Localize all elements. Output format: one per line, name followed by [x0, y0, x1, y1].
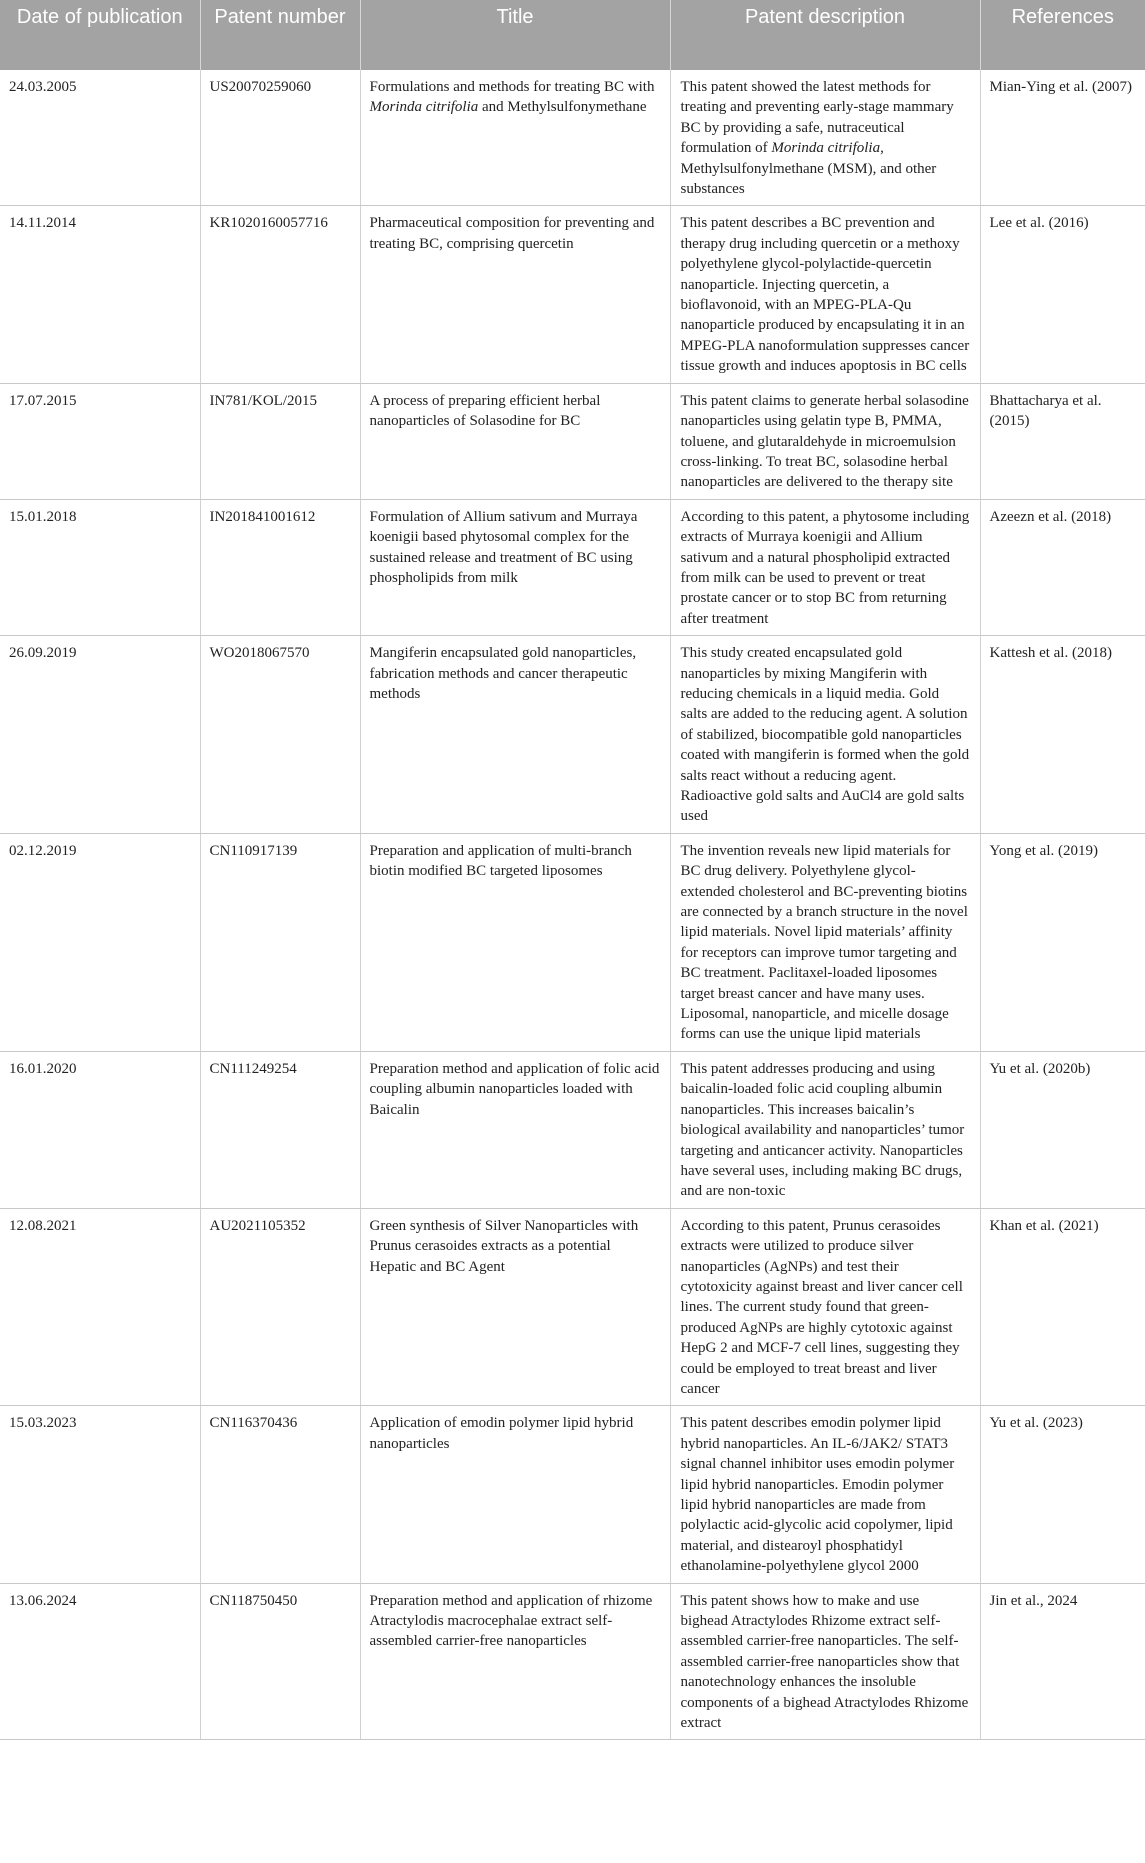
header-row	[0, 0, 1145, 70]
cell-patent-number: AU2021105352	[200, 1208, 360, 1406]
cell-reference: Jin et al., 2024	[980, 1583, 1145, 1740]
cell-reference: Azeezn et al. (2018)	[980, 499, 1145, 635]
cell-patent-number: CN118750450	[200, 1583, 360, 1740]
cell-description: According to this patent, Prunus cerasoides extracts were utilized to produce silver nanoparticles (AgNPs) and test their cytotoxicity against breast and liver cancer cell lines. The current study found that green-produced AgNPs are highly cytotoxic against HepG 2 and MCF-7 cell lines, suggesting they could be employed to treat breast and liver cancer	[670, 1208, 980, 1406]
cell-title: Formulations and methods for treating BC with Morinda citrifolia and Methylsulfonymethane	[360, 70, 670, 206]
table-row	[0, 1208, 1145, 1406]
cell-reference: Khan et al. (2021)	[980, 1208, 1145, 1406]
cell-date: 24.03.2005	[0, 70, 200, 206]
table-body	[0, 70, 1145, 1740]
table-row	[0, 636, 1145, 834]
cell-description: According to this patent, a phytosome including extracts of Murraya koenigii and Allium sativum and a natural phospholipid extracted from milk can be used to prevent or treat prostate cancer or to stop BC from returning after treatment	[670, 499, 980, 635]
cell-title: Preparation and application of multi-branch biotin modified BC targeted liposomes	[360, 833, 670, 1051]
cell-patent-number: CN116370436	[200, 1406, 360, 1583]
cell-date: 12.08.2021	[0, 1208, 200, 1406]
cell-description: This patent addresses producing and using baicalin-loaded folic acid coupling albumin nanoparticles. This increases baicalin’s biological availability and nanoparticles’ tumor targeting and anticancer activity. Nanoparticles have several uses, including making BC drugs, and are non-toxic	[670, 1051, 980, 1208]
header-references: References	[980, 0, 1145, 70]
cell-patent-number: CN110917139	[200, 833, 360, 1051]
cell-patent-number: US20070259060	[200, 70, 360, 206]
cell-date: 15.03.2023	[0, 1406, 200, 1583]
table-row	[0, 1583, 1145, 1740]
cell-reference: Mian-Ying et al. (2007)	[980, 70, 1145, 206]
table-row	[0, 1406, 1145, 1583]
table-row	[0, 833, 1145, 1051]
header-title: Title	[360, 0, 670, 70]
cell-patent-number: IN781/KOL/2015	[200, 383, 360, 499]
cell-description: This patent shows how to make and use bighead Atractylodes Rhizome extract self-assembled carrier-free nanoparticles. The self-assembled carrier-free nanoparticles show that nanotechnology enhances the insoluble components of a bighead Atractylodes Rhizome extract	[670, 1583, 980, 1740]
cell-date: 13.06.2024	[0, 1583, 200, 1740]
cell-description: This study created encapsulated gold nanoparticles by mixing Mangiferin with reducing chemicals in a liquid media. Gold salts are added to the reducing agent. A solution of stabilized, biocompatible gold nanoparticles coated with mangiferin is formed when the gold salts react without a reducing agent. Radioactive gold salts and AuCl4 are gold salts used	[670, 636, 980, 834]
cell-description: The invention reveals new lipid materials for BC drug delivery. Polyethylene glycol-extended cholesterol and BC-preventing biotins are connected by a branch structure in the novel lipid materials. Novel lipid materials’ affinity for receptors can improve tumor targeting and BC treatment. Paclitaxel-loaded liposomes target breast cancer and have many uses. Liposomal, nanoparticle, and micelle dosage forms can use the unique lipid materials	[670, 833, 980, 1051]
header-description: Patent description	[670, 0, 980, 70]
table-row	[0, 206, 1145, 383]
cell-title: Mangiferin encapsulated gold nanoparticles, fabrication methods and cancer therapeutic methods	[360, 636, 670, 834]
cell-date: 15.01.2018	[0, 499, 200, 635]
cell-reference: Bhattacharya et al. (2015)	[980, 383, 1145, 499]
cell-description: This patent claims to generate herbal solasodine nanoparticles using gelatin type B, PMMA, toluene, and glutaraldehyde in microemulsion cross-linking. To treat BC, solasodine herbal nanoparticles are delivered to the therapy site	[670, 383, 980, 499]
cell-reference: Yu et al. (2020b)	[980, 1051, 1145, 1208]
cell-patent-number: IN201841001612	[200, 499, 360, 635]
table-row	[0, 383, 1145, 499]
cell-title: A process of preparing efficient herbal nanoparticles of Solasodine for BC	[360, 383, 670, 499]
cell-reference: Yong et al. (2019)	[980, 833, 1145, 1051]
cell-date: 26.09.2019	[0, 636, 200, 834]
cell-patent-number: WO2018067570	[200, 636, 360, 834]
cell-date: 17.07.2015	[0, 383, 200, 499]
cell-description: This patent showed the latest methods for treating and preventing early-stage mammary BC by providing a safe, nutraceutical formulation of Morinda citrifolia, Methylsulfonylmethane (MSM), and other substances	[670, 70, 980, 206]
table-row	[0, 70, 1145, 206]
cell-date: 14.11.2014	[0, 206, 200, 383]
cell-reference: Lee et al. (2016)	[980, 206, 1145, 383]
cell-title: Preparation method and application of folic acid coupling albumin nanoparticles loaded with Baicalin	[360, 1051, 670, 1208]
header-patent-number: Patent number	[200, 0, 360, 70]
cell-reference: Kattesh et al. (2018)	[980, 636, 1145, 834]
cell-description: This patent describes emodin polymer lipid hybrid nanoparticles. An IL-6/JAK2/ STAT3 signal channel inhibitor uses emodin polymer lipid hybrid nanoparticles. Emodin polymer lipid hybrid nanoparticles are made from polylactic acid-glycolic acid copolymer, lipid material, and distearoyl phosphatidyl ethanolamine-polyethylene glycol 2000	[670, 1406, 980, 1583]
table-row	[0, 499, 1145, 635]
cell-title: Formulation of Allium sativum and Murraya koenigii based phytosomal complex for the sustained release and treatment of BC using phospholipids from milk	[360, 499, 670, 635]
cell-title: Pharmaceutical composition for preventing and treating BC, comprising quercetin	[360, 206, 670, 383]
cell-date: 02.12.2019	[0, 833, 200, 1051]
cell-reference: Yu et al. (2023)	[980, 1406, 1145, 1583]
cell-title: Green synthesis of Silver Nanoparticles with Prunus cerasoides extracts as a potential Hepatic and BC Agent	[360, 1208, 670, 1406]
cell-patent-number: KR1020160057716	[200, 206, 360, 383]
cell-description: This patent describes a BC prevention and therapy drug including quercetin or a methoxy polyethylene glycol-polylactide-quercetin nanoparticle. Injecting quercetin, a bioflavonoid, with an MPEG-PLA-Qu nanoparticle produced by encapsulating it in an MPEG-PLA nanoformulation suppresses cancer tissue growth and induces apoptosis in BC cells	[670, 206, 980, 383]
cell-patent-number: CN111249254	[200, 1051, 360, 1208]
header-date: Date of publication	[0, 0, 200, 70]
cell-date: 16.01.2020	[0, 1051, 200, 1208]
cell-title: Application of emodin polymer lipid hybrid nanoparticles	[360, 1406, 670, 1583]
cell-title: Preparation method and application of rhizome Atractylodis macrocephalae extract self-assembled carrier-free nanoparticles	[360, 1583, 670, 1740]
table-header	[0, 0, 1145, 70]
table-row	[0, 1051, 1145, 1208]
